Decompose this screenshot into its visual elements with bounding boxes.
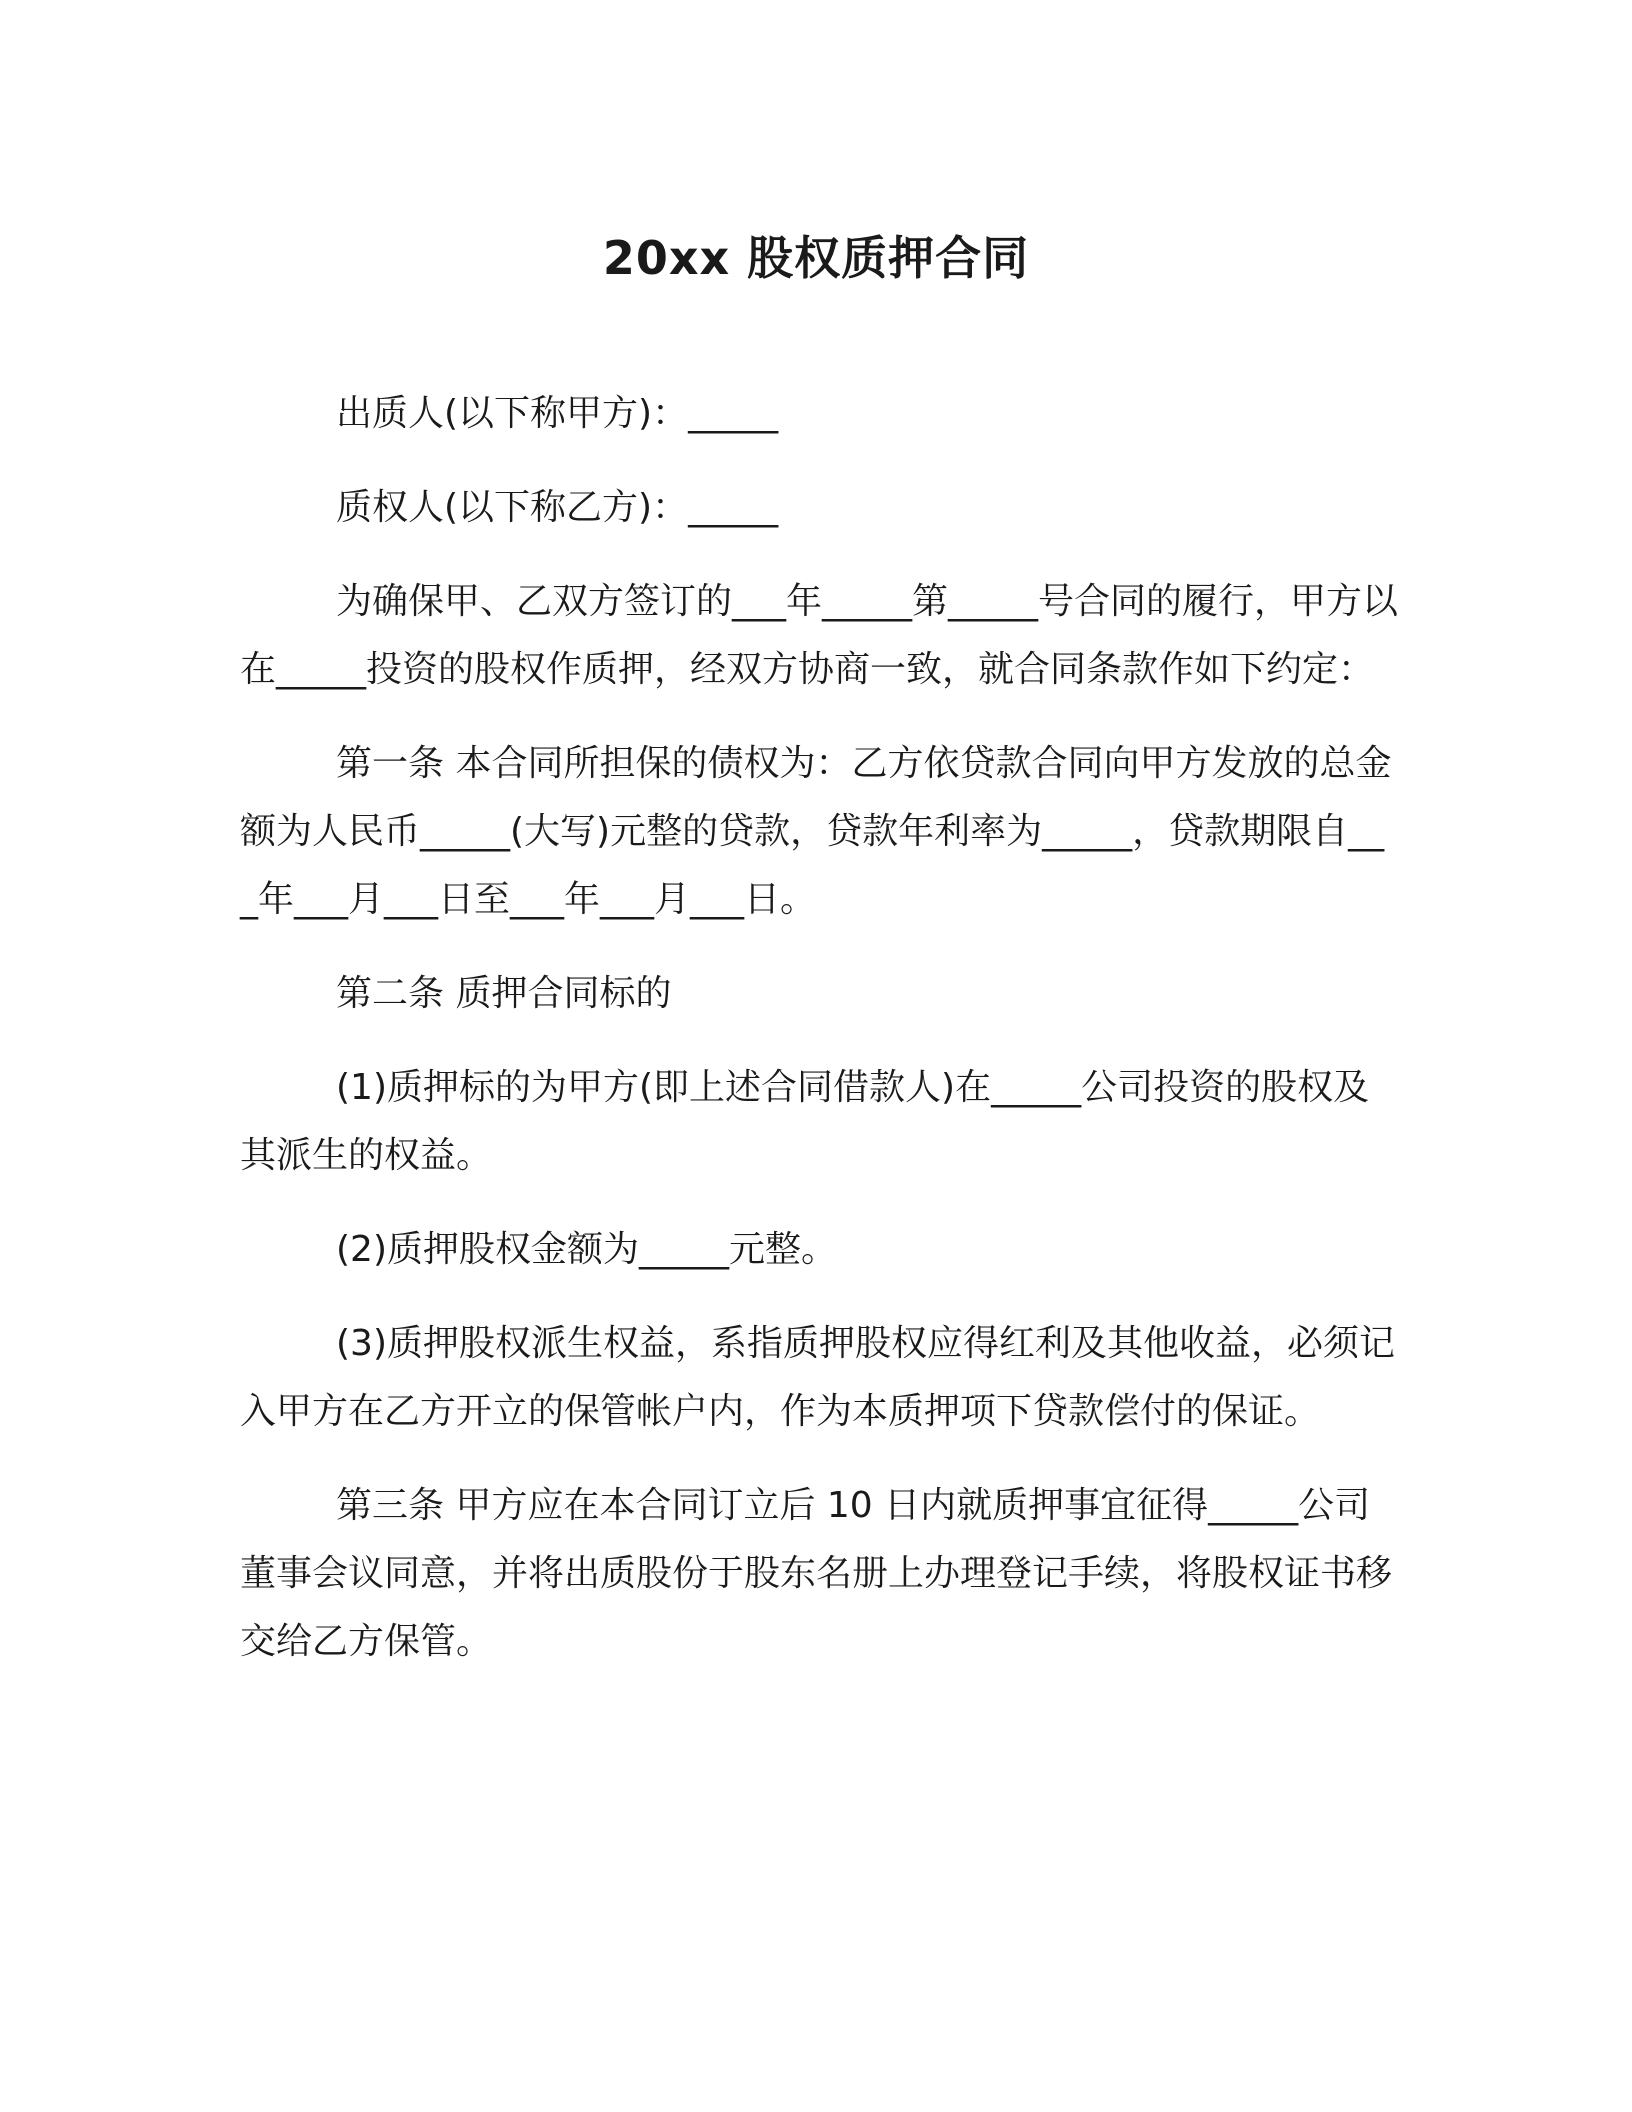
pledgee-line: 质权人(以下称乙方)：_____ xyxy=(336,487,779,528)
article-2-heading: 第二条 质押合同标的 xyxy=(336,973,672,1014)
article-2-item-3: (3)质押股权派生权益，系指质押股权应得红利及其他收益，必须记入甲方在乙方开立的保管帐户内，作为本质押项下贷款偿付的保证。 xyxy=(240,1323,1395,1432)
article-3-paragraph: 第三条 甲方应在本合同订立后 10 日内就质押事宜征得_____公司董事会议同意，并将出质股份于股东名册上办理登记手续，将股权证书移交给乙方保管。 xyxy=(240,1485,1393,1662)
article-1-paragraph: 第一条 本合同所担保的债权为：乙方依贷款合同向甲方发放的总金额为人民币_____(大写)元整的贷款，贷款年利率为_____，贷款期限自___年___月___日至___年___月___日。 xyxy=(240,743,1392,920)
document-body xyxy=(240,380,1400,1702)
document-title: 20xx 股权质押合同 xyxy=(602,231,1030,285)
pledgor-line: 出质人(以下称甲方)：_____ xyxy=(336,393,779,434)
article-2-item-2: (2)质押股权金额为_____元整。 xyxy=(336,1229,837,1270)
preamble-paragraph: 为确保甲、乙双方签订的___年_____第_____号合同的履行，甲方以在_____投资的股权作质押，经双方协商一致，就合同条款作如下约定： xyxy=(240,581,1399,690)
article-2-item-1: (1)质押标的为甲方(即上述合同借款人)在_____公司投资的股权及其派生的权益。 xyxy=(240,1067,1370,1176)
